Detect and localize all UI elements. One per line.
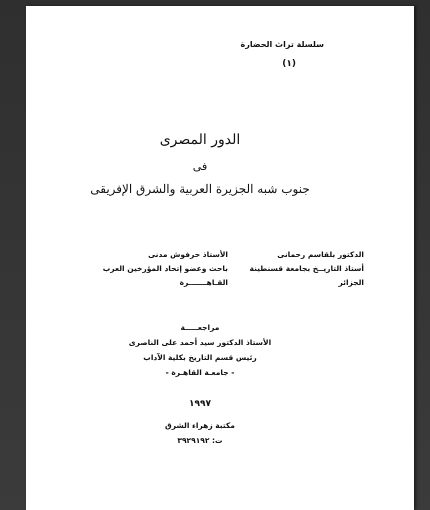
book-subtitle: جنوب شبه الجزيرة العربية والشرق الإفريقى (90, 182, 310, 196)
reviewer-position: رئيس قسم التاريخ بكلية الآداب (143, 353, 257, 362)
publisher-name: مكتبة زهراء الشرق (165, 421, 235, 430)
author-block-1 (250, 248, 364, 290)
publication-year: ١٩٩٧ (189, 399, 211, 409)
reviewer-name: الأستاذ الدكتور سيد أحمد على الناصرى (128, 338, 272, 347)
author-2-place: القـاهـــــــرة (179, 278, 228, 287)
publisher-block (26, 418, 414, 448)
publisher-phone: ت: ٣٩٢٩١٩٢ (177, 436, 223, 445)
series-number: (١) (282, 59, 296, 69)
author-2-name: الأستاذ حرفوش مدنى (148, 250, 228, 259)
author-1-name: الدكتور بلقاسم رحمانى (277, 250, 364, 259)
author-block-2 (103, 248, 228, 290)
review-heading: مراجعـــــة (180, 323, 220, 332)
reviewer-university: - جامعـة القاهـرة - (165, 368, 235, 377)
document-page (26, 6, 414, 510)
author-2-position: باحث وعضو إتحاد المؤرخين العرب (102, 264, 228, 273)
series-title: سلسلة تراث الحضارة (240, 40, 324, 49)
book-title: الدور المصرى (159, 132, 241, 148)
review-block (26, 320, 414, 380)
author-1-position: أستاذ التاريــخ بجامعة قسنطينة (249, 264, 364, 273)
book-title-connector: فى (192, 160, 208, 173)
author-1-place: الجزائر (338, 278, 364, 287)
